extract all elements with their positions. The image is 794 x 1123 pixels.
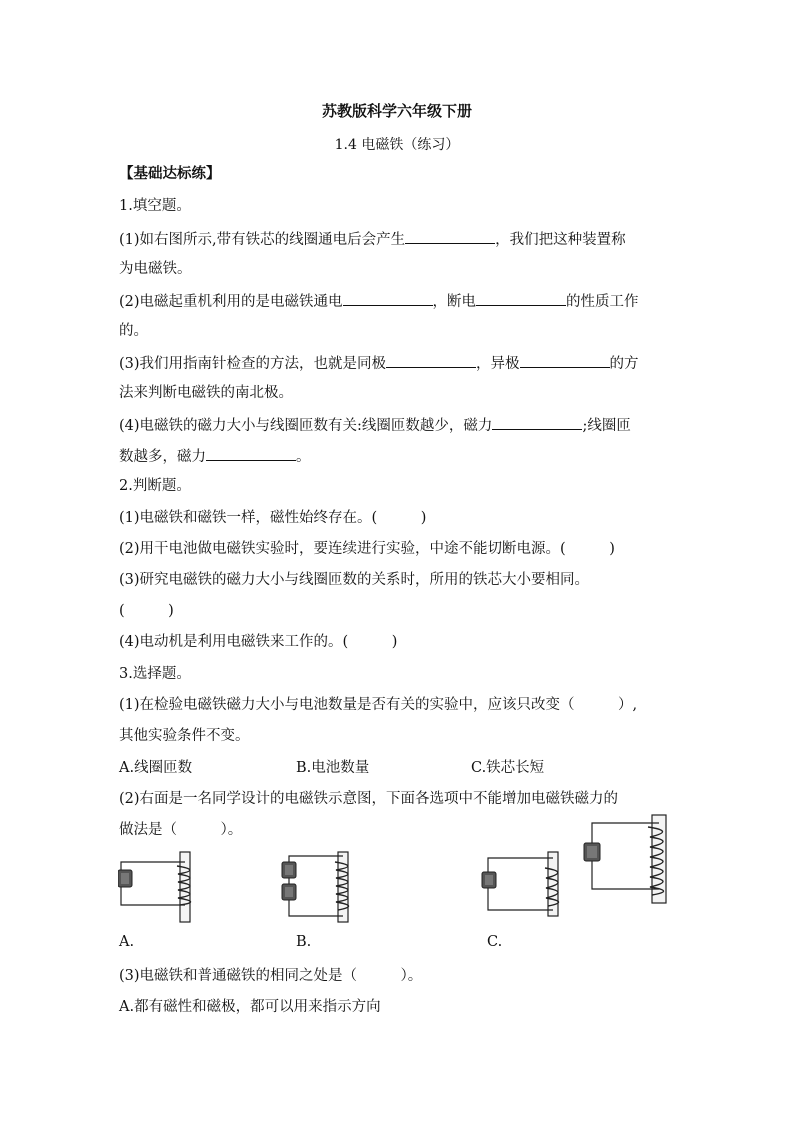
figure-label-a[interactable]: A. bbox=[119, 934, 135, 950]
answer-blank[interactable] bbox=[343, 290, 433, 306]
q2-item3-line2: ( ) bbox=[119, 603, 174, 619]
q1-item3-line2: 法来判断电磁铁的南北极。 bbox=[119, 385, 293, 401]
q1-item4-text-b: ;线圈匝 bbox=[582, 418, 631, 434]
q2-item2: (2)用干电池做电磁铁实验时，要连续进行实验，中途不能切断电源。( ) bbox=[119, 541, 615, 557]
q1-item4-line1 bbox=[119, 414, 631, 436]
q2-item3-line1: (3)研究电磁铁的磁力大小与线圈匝数的关系时，所用的铁芯大小要相同。 bbox=[119, 572, 590, 588]
q3-heading: 3.选择题。 bbox=[119, 666, 191, 682]
option-c[interactable]: C.铁芯长短 bbox=[471, 760, 545, 776]
q1-item2-text-c: 的性质工作 bbox=[566, 294, 639, 310]
q3-item2-line1: (2)右面是一名同学设计的电磁铁示意图，下面各选项中不能增加电磁铁磁力的 bbox=[119, 791, 619, 807]
answer-blank[interactable] bbox=[405, 228, 495, 244]
q3-item2-line2: 做法是（ ）。 bbox=[119, 822, 243, 838]
q3-item1-line2: 其他实验条件不变。 bbox=[119, 728, 250, 744]
q1-item4-text-d: 。 bbox=[296, 449, 311, 465]
q1-item1-line2: 为电磁铁。 bbox=[119, 261, 192, 277]
q2-item1: (1)电磁铁和磁铁一样，磁性始终存在。( ) bbox=[119, 510, 427, 526]
figure-label-b[interactable]: B. bbox=[296, 934, 312, 950]
q3-item1-line1: (1)在检验电磁铁磁力大小与电池数量是否有关的实验中，应该只改变（ ）, bbox=[119, 697, 638, 713]
answer-blank[interactable] bbox=[492, 414, 582, 430]
figure-label-c[interactable]: C. bbox=[487, 934, 503, 950]
q1-item4-line2 bbox=[119, 445, 311, 467]
figure-electromagnet-b bbox=[280, 848, 372, 926]
q1-item4-text-a: (4)电磁铁的磁力大小与线圈匝数有关:线圈匝数越少，磁力 bbox=[119, 418, 493, 434]
q1-item3-text-a: (3)我们用指南针检查的方法，也就是同极 bbox=[119, 356, 387, 372]
q1-item3-text-c: 的方 bbox=[609, 356, 639, 372]
option-b[interactable]: B.电池数量 bbox=[296, 760, 370, 776]
figure-electromagnet-c1 bbox=[478, 850, 574, 918]
q2-heading: 2.判断题。 bbox=[119, 478, 191, 494]
section-heading: 【基础达标练】 bbox=[119, 165, 221, 182]
q3-item3-option-a[interactable]: A.都有磁性和磁极，都可以用来指示方向 bbox=[119, 999, 381, 1015]
figure-electromagnet-a bbox=[118, 848, 210, 926]
q1-heading: 1.填空题。 bbox=[119, 198, 191, 214]
q1-item2-line2: 的。 bbox=[119, 323, 148, 339]
q1-item1-text-a: (1)如右图所示,带有铁芯的线圈通电后会产生 bbox=[119, 232, 406, 248]
q1-item3-line1 bbox=[119, 352, 639, 374]
q1-item2-text-a: (2)电磁起重机利用的是电磁铁通电 bbox=[119, 294, 343, 310]
q1-item2-line1 bbox=[119, 290, 639, 312]
figure-electromagnet-c2 bbox=[578, 813, 678, 905]
answer-blank[interactable] bbox=[386, 352, 476, 368]
answer-blank[interactable] bbox=[476, 290, 566, 306]
answer-blank[interactable] bbox=[520, 352, 610, 368]
q1-item1-text-b: ，我们把这种装置称 bbox=[495, 232, 626, 248]
q1-item1-line1 bbox=[119, 228, 626, 250]
q1-item3-text-b: ，异极 bbox=[476, 356, 520, 372]
q1-item2-text-b: ，断电 bbox=[432, 294, 477, 310]
page-title: 苏教版科学六年级下册 bbox=[321, 102, 472, 120]
option-a[interactable]: A.线圈匝数 bbox=[119, 760, 193, 776]
page-subtitle: 1.4 电磁铁（练习） bbox=[334, 137, 460, 153]
q2-item4: (4)电动机是利用电磁铁来工作的。( ) bbox=[119, 634, 398, 650]
q1-item4-text-c: 数越多，磁力 bbox=[119, 449, 206, 465]
answer-blank[interactable] bbox=[206, 445, 296, 461]
q3-item3: (3)电磁铁和普通磁铁的相同之处是（ ）。 bbox=[119, 968, 423, 984]
